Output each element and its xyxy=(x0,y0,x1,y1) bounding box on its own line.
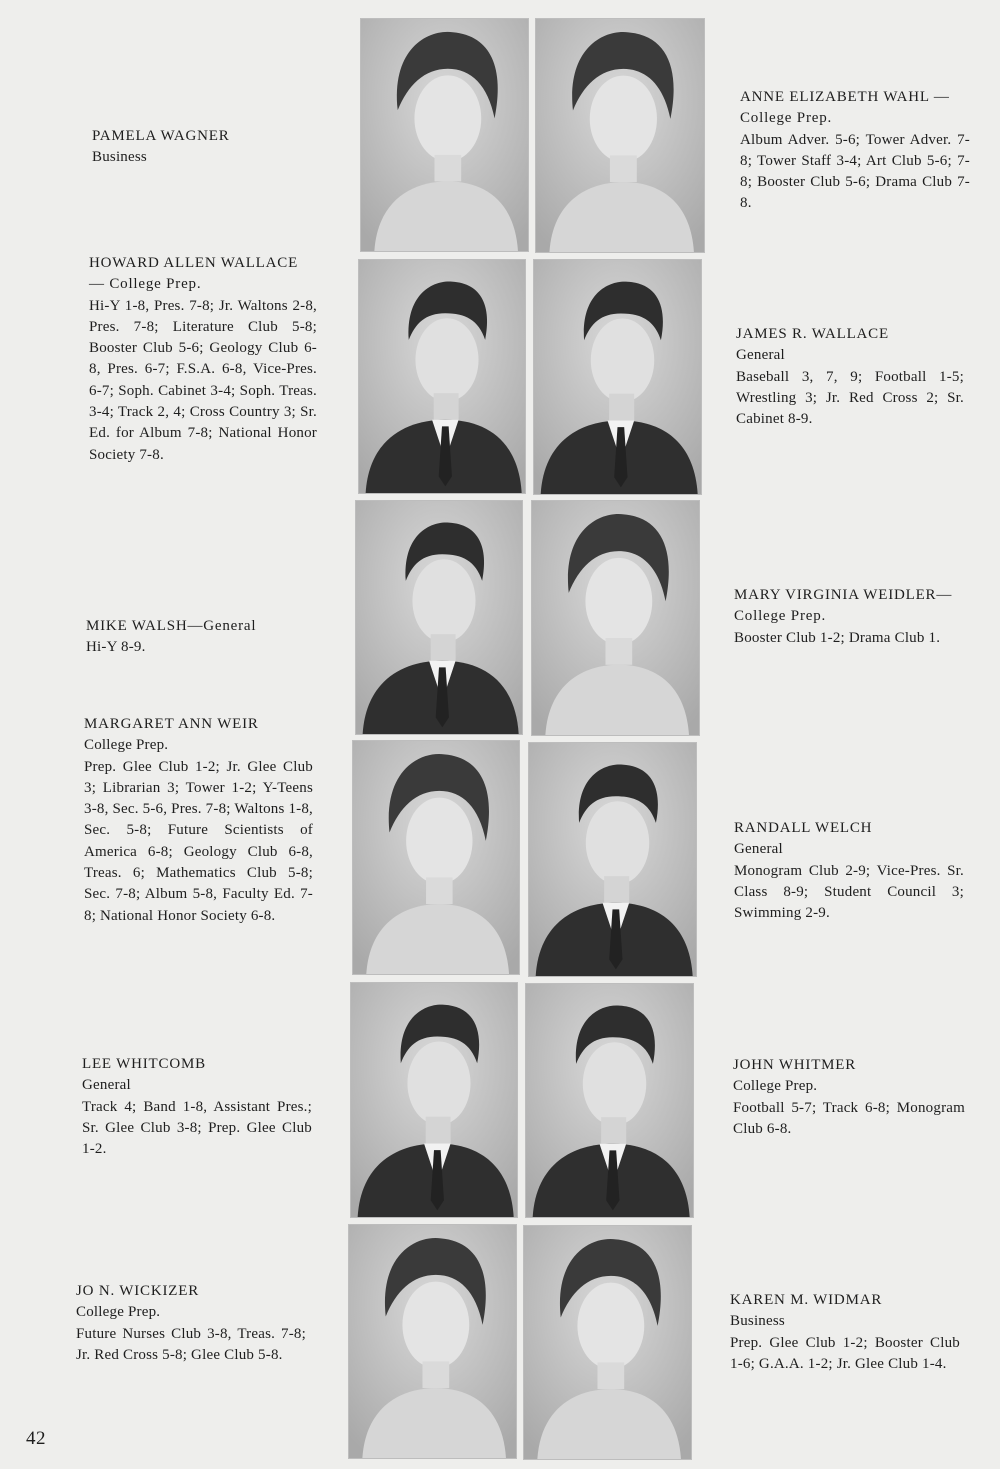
student-name: MARGARET ANN WEIR xyxy=(84,716,259,732)
portrait-photo-howard-wallace xyxy=(359,260,525,493)
page-number: 42 xyxy=(26,1428,46,1449)
student-activities: Prep. Glee Club 1-2; Booster Club 1-6; G.A.A. 1-2; Jr. Glee Club 1-4. xyxy=(730,1334,960,1372)
student-activities: Track 4; Band 1-8, Assistant Pres.; Sr. Glee Club 3-8; Prep. Glee Club 1-2. xyxy=(82,1098,312,1158)
portrait-photo-whitmer xyxy=(526,984,693,1217)
portrait-photo-weidler xyxy=(532,501,699,735)
student-activities: Booster Club 1-2; Drama Club 1. xyxy=(734,629,941,646)
student-bio-walsh xyxy=(86,616,311,659)
student-bio-welch xyxy=(734,818,964,924)
student-activities: Hi-Y 1-8, Pres. 7-8; Jr. Waltons 2-8, Pres. 7-8; Literature Club 5-8; Booster Club 5-6; Geology Club 6-8, Pres. 6-7; F.S.A. 6-8, Vice-Pres. 6-7; Soph. Cabinet 3-4; Soph. Treas. 3-4; Track 2, 4; Cross Country 3; Sr. Ed. for Album 7-8; National Honor Society 7-8. xyxy=(89,297,317,463)
student-name: PAMELA WAGNER xyxy=(92,128,230,144)
student-bio-whitcomb xyxy=(82,1054,312,1160)
portrait-photo-walsh xyxy=(356,501,522,734)
student-course: College Prep. xyxy=(733,1078,818,1095)
student-bio-weidler xyxy=(734,585,962,649)
student-bio-howard-wallace xyxy=(89,253,317,466)
student-activities: Future Nurses Club 3-8, Treas. 7-8; Jr. Red Cross 5-8; Glee Club 5-8. xyxy=(76,1325,306,1363)
student-bio-wagner xyxy=(92,126,322,169)
student-bio-wickizer xyxy=(76,1281,306,1366)
portrait-photo-welch xyxy=(529,743,696,976)
student-bio-james-wallace xyxy=(736,324,964,430)
portrait-photo-wickizer xyxy=(349,1225,516,1458)
student-name: JO N. WICKIZER xyxy=(76,1283,199,1299)
student-bio-widmar xyxy=(730,1290,960,1375)
student-bio-whitmer xyxy=(733,1055,965,1140)
student-course: General xyxy=(82,1077,131,1094)
student-name: MIKE WALSH—General xyxy=(86,618,257,634)
student-name: HOWARD ALLEN WALLACE — College Prep. xyxy=(89,255,299,293)
student-name: MARY VIRGINIA WEIDLER—College Prep. xyxy=(734,587,953,625)
student-course: General xyxy=(734,841,783,858)
student-course: College Prep. xyxy=(76,1304,161,1321)
portrait-photo-wahl xyxy=(536,19,704,252)
portrait-photo-wagner xyxy=(361,19,528,251)
student-name: LEE WHITCOMB xyxy=(82,1056,206,1072)
student-course: College Prep. xyxy=(84,737,169,754)
student-activities: Baseball 3, 7, 9; Football 1-5; Wrestling 3; Jr. Red Cross 2; Sr. Cabinet 8-9. xyxy=(736,368,964,428)
portrait-photo-james-wallace xyxy=(534,260,701,494)
student-course: General xyxy=(736,347,785,364)
student-name: ANNE ELIZABETH WAHL — College Prep. xyxy=(740,89,950,127)
student-bio-wahl xyxy=(740,87,970,215)
student-course: Business xyxy=(730,1313,785,1330)
student-activities: Hi-Y 8-9. xyxy=(86,639,146,656)
student-activities: Football 5-7; Track 6-8; Monogram Club 6-8. xyxy=(733,1099,965,1137)
student-course: Business xyxy=(92,149,147,166)
student-name: JAMES R. WALLACE xyxy=(736,326,889,342)
student-name: JOHN WHITMER xyxy=(733,1057,857,1073)
student-bio-weir xyxy=(84,714,313,927)
portrait-photo-weir xyxy=(353,741,519,974)
student-activities: Album Adver. 5-6; Tower Adver. 7-8; Tower Staff 3-4; Art Club 5-6; 7-8; Booster Club 5-6; Drama Club 7-8. xyxy=(740,131,970,212)
student-activities: Monogram Club 2-9; Vice-Pres. Sr. Class 8-9; Student Council 3; Swimming 2-9. xyxy=(734,862,964,922)
portrait-photo-widmar xyxy=(524,1226,691,1459)
portrait-photo-whitcomb xyxy=(351,983,517,1217)
student-name: RANDALL WELCH xyxy=(734,820,873,836)
student-activities: Prep. Glee Club 1-2; Jr. Glee Club 3; Librarian 3; Tower 1-2; Y-Teens 3-8, Sec. 5-6, Pres. 7-8; Waltons 1-8, Sec. 5-8; Future Scientists of America 6-8; Geology Club 6-8, Treas. 6; Mathematics Club 5-8; Sec. 7-8; Album 5-8, Faculty Ed. 7-8; National Honor Society 6-8. xyxy=(84,758,314,924)
student-name: KAREN M. WIDMAR xyxy=(730,1292,883,1308)
